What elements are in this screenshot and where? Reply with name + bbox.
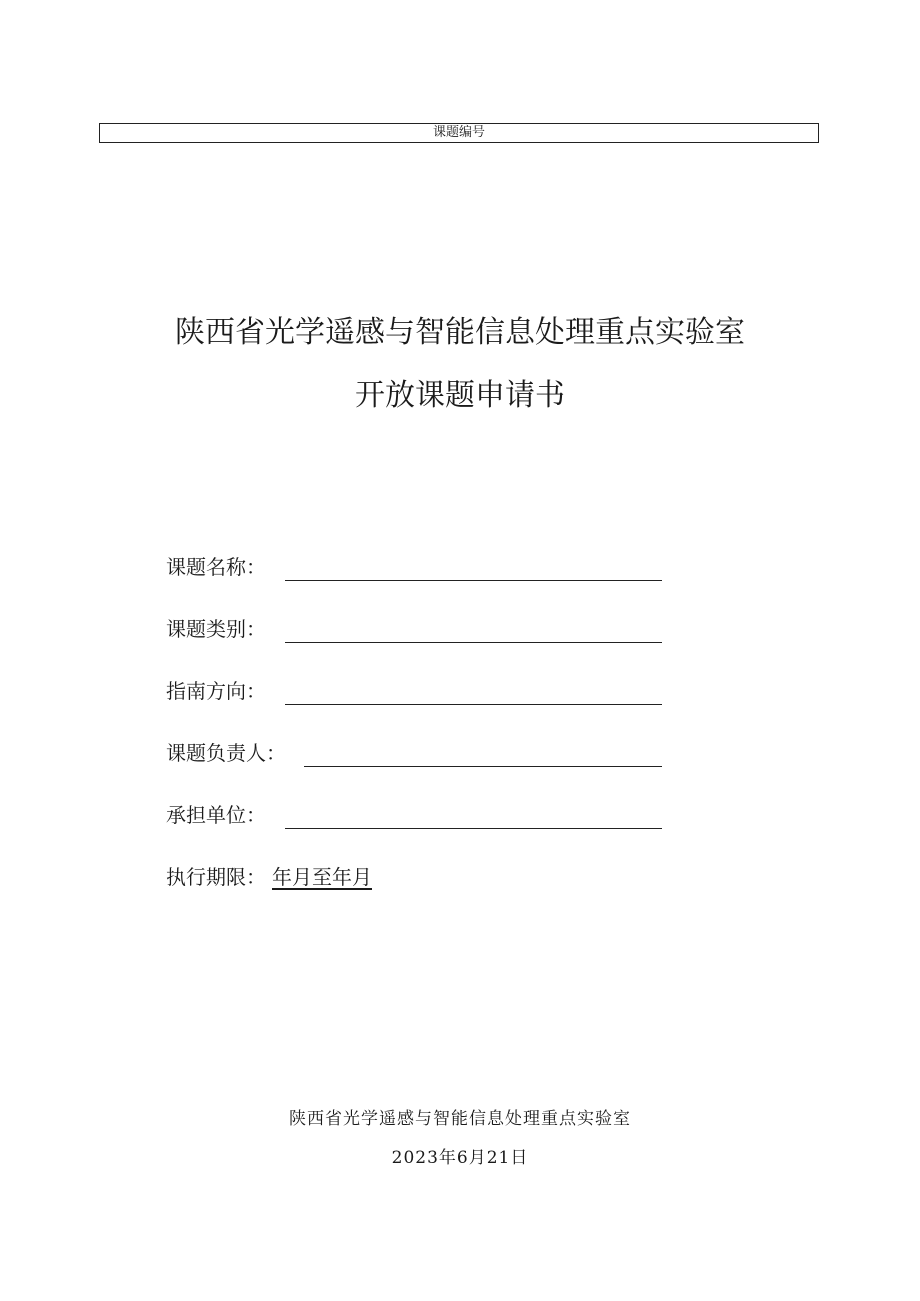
guide-direction-input-line[interactable] [285, 704, 662, 705]
field-label: 指南方向： [166, 679, 266, 703]
project-name-input-line[interactable] [285, 580, 662, 581]
project-leader-input-line[interactable] [304, 766, 662, 767]
field-label: 承担单位： [166, 803, 266, 827]
project-number-label: 课题编号 [432, 125, 485, 140]
execution-period-value[interactable]: 年月至年月 [272, 865, 372, 889]
project-category-input-line[interactable] [285, 642, 662, 643]
field-label: 课题类别： [166, 617, 266, 641]
document-title: 开放课题申请书 [355, 378, 565, 413]
field-label: 课题名称： [166, 555, 266, 579]
footer-date: 2023年6月21日 [391, 1148, 529, 1168]
footer-organization: 陕西省光学遥感与智能信息处理重点实验室 [289, 1109, 631, 1129]
field-label: 执行期限： [166, 865, 266, 889]
lab-title: 陕西省光学遥感与智能信息处理重点实验室 [175, 315, 745, 350]
field-label: 课题负责人： [166, 741, 286, 765]
undertaking-unit-input-line[interactable] [285, 828, 662, 829]
project-number-box [99, 123, 819, 143]
